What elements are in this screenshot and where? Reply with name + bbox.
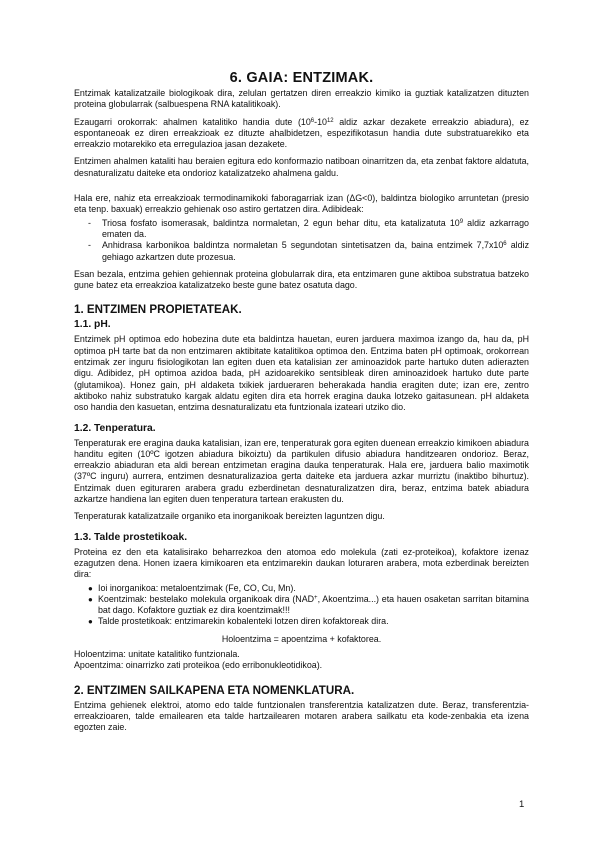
list-marker: - (88, 217, 91, 228)
features-text-mid: -10 (314, 116, 327, 127)
bullet-icon: ● (88, 583, 93, 593)
ph-paragraph: Entzimek pH optimoa edo hobezina dute eta baldintza hauetan, euren jarduera maximoa izango da, hau da, pH optimoa pH tarte bat da non entzimaren aktibitate katalitikoa optimoa den. Entzima baten pH optimoak, orokorrean entzimak zer inguru fisiologikotan lan egiten duen eta katalisian zer aminoazidok parte hartuko duten adierazten digu. Adibidez, pH optimoa azidoa bada, pH azidoarekiko sentsibleak diren aminoazidoek hartuko dute parte (glutamikoa). Honez gain, pH aldaketa txikiek jardueraren beherakada handia eragiten dute; izan ere, zentro aktiboko nahiz substratuko kargak aldatu egiten dira eta horrek eragina dauka lotzeko gaitasunean. pH aldaketa oso handia den kasuetan, entzima desnaturalizatu eta funtzionala izateari utziko dio. (74, 334, 529, 413)
active-site-paragraph: Esan bezala, entzima gehien gehiennak proteina globularrak dira, eta entzimaren gune aktiboa substratua batzeko gune batez eta erreakzioa katalizatzeko beste gune batez osatuta dago. (74, 268, 529, 291)
list-item: - Triosa fosfato isomerasak, baldintza normaletan, 2 egun behar ditu, eta katalizatuta $10^9$ aldiz azkarrago ematen da. (88, 217, 529, 239)
general-features-paragraph (74, 117, 529, 151)
section-heading-classification: 2. ENTZIMEN SAILKAPENA ETA NOMENKLATURA. (74, 683, 355, 697)
list-item: - Anhidrasa karbonikoa baldintza normaletan 5 segundotan sintetisatzen da, baina entzimek $7,7x10^6$ aldiz gehiago azkartzen dute prozesua. (88, 240, 530, 262)
features-exponent-2: 12 (326, 117, 334, 124)
features-text-start: Ezaugarri orokorrak: ahalmen katalitiko handia dute (10 (74, 116, 311, 127)
temperature-note: Tenperaturak katalizatzaile organiko eta inorganikoak bereizten laguntzen digu. (74, 511, 385, 522)
thermodynamics-paragraph: Hala ere, nahiz eta erreakzioak termodinamikoki faboragarriak izan (ΔG<0), baldintza biologiko arruntetan (presio eta tenp. baxuak) erreakzio gehienak oso astiro gertatzen dira. Adibideak: (74, 193, 529, 215)
document-page (74, 70, 529, 739)
section-heading-properties: 1. ENTZIMEN PROPIETATEAK. (74, 303, 242, 317)
list-marker: - (88, 240, 91, 251)
example-exponent: 6 (503, 241, 507, 248)
temperature-paragraph: Tenperaturak ere eragina dauka katalisian, izan ere, tenperaturak gora egiten duenean erreakzio kimikoen abiadura handitu egiten (10ºC igotzen abiadura bikoiztu) da partikulen difusio abiadura handitzearen ondorioz. Beraz, erreakzio abiaduran eta aldi berean entzimetan eragina dauka tenperaturak. Hala ere, jarduera balio maximotik (37ºC inguru) aurrera, entzimen desnaturalizazioa gerta daiteke eta jarduera azkar murriztu (inaktibo bihurtuz). Entzimak duen egituraren arabera gradu ezberdinetan desnaturalizatzen dira, beraz, entzima batek abiadura azkartze handiena lan egiten duen tenperatura tartean erakusten du. (74, 437, 529, 505)
prosthetic-paragraph: Proteina ez den eta katalisirako beharrezkoa den atomoa edo molekula (zati ez-proteikoa), kofaktore izenaz ezagutzen dena. Honen izaera kimikoaren eta entzimarekin daukan loturaren arabera, mota ezberdinak bereizten dira: (74, 546, 529, 580)
catalytic-power-paragraph: Entzimen ahalmen kataliti hau beraien egitura edo konformazio natiboan oinarritzen da, eta zenbat faktore aldatuta, desnaturalizatu daiteke eta ondorioz katalizatzeko ahalmena galdu. (74, 156, 529, 178)
holoenzyme-definition: Holoentzima: unitate katalitiko funtzionala. (74, 648, 240, 659)
list-item: ● Koentzimak: bestelako molekula organikoak dira (NAD+, Akoentzima...) eta hauen osaketan sarritan bitamina bat dago. Kofaktore guztiak ez dira koentzimak!!! (88, 593, 529, 616)
intro-paragraph: Entzimak katalizatzaile biologikoak dira, zelulan gertatzen diren erreakzio kimiko ia guztiak katalizatzen dituzten proteina globularrak (salbuespena RNA katalitikoak). (74, 88, 529, 110)
list-item: ● Talde prostetikoak: entzimarekin kobalenteki lotzen diren kofaktoreak dira. (88, 616, 389, 627)
bullet-icon: ● (88, 617, 93, 627)
page-number: 1 (519, 799, 525, 810)
nad-charge: + (314, 594, 318, 601)
features-exponent-1: 6 (310, 117, 315, 124)
apoenzyme-definition: Apoentzima: oinarrizko zati proteikoa (edo erribonukleotidikoa). (74, 660, 323, 671)
classification-paragraph: Entzima gehienek elektroi, atomo edo talde funtzionalen transferentzia katalizatzen dute. Beraz, transferentzia-erreakzioaren, talde emailearen eta talde hartzailearen motaren arabera sailkatu eta kode-zenbakia eta izena egozten zaie. (74, 699, 529, 733)
page-title: 6. GAIA: ENTZIMAK. (229, 70, 374, 86)
list-item: ● Ioi inorganikoa: metaloentzimak (Fe, CO, Cu, Mn). (88, 582, 296, 593)
examples-list (74, 218, 529, 263)
cofactor-list (74, 583, 529, 628)
subsection-heading-ph: 1.1. pH. (74, 319, 111, 331)
subsection-heading-temperature: 1.2. Tenperatura. (74, 422, 156, 434)
subsection-heading-prosthetic: 1.3. Talde prostetikoak. (74, 531, 188, 543)
example-exponent: 9 (459, 218, 464, 225)
holoenzyme-formula: Holoentzima = apoentzima + kofaktorea. (221, 633, 382, 644)
features-text-end: aldiz azkar dezakete erreakzio abiadura), ez espontaneoak ez diren erreakzioak ez dituzte ahalbidetzen, espezifikotasun handia dute substratuarekiko eta erreakzio motarekiko eta erregulazioa jasan dezakete. (74, 116, 529, 150)
bullet-icon: ● (88, 594, 93, 604)
